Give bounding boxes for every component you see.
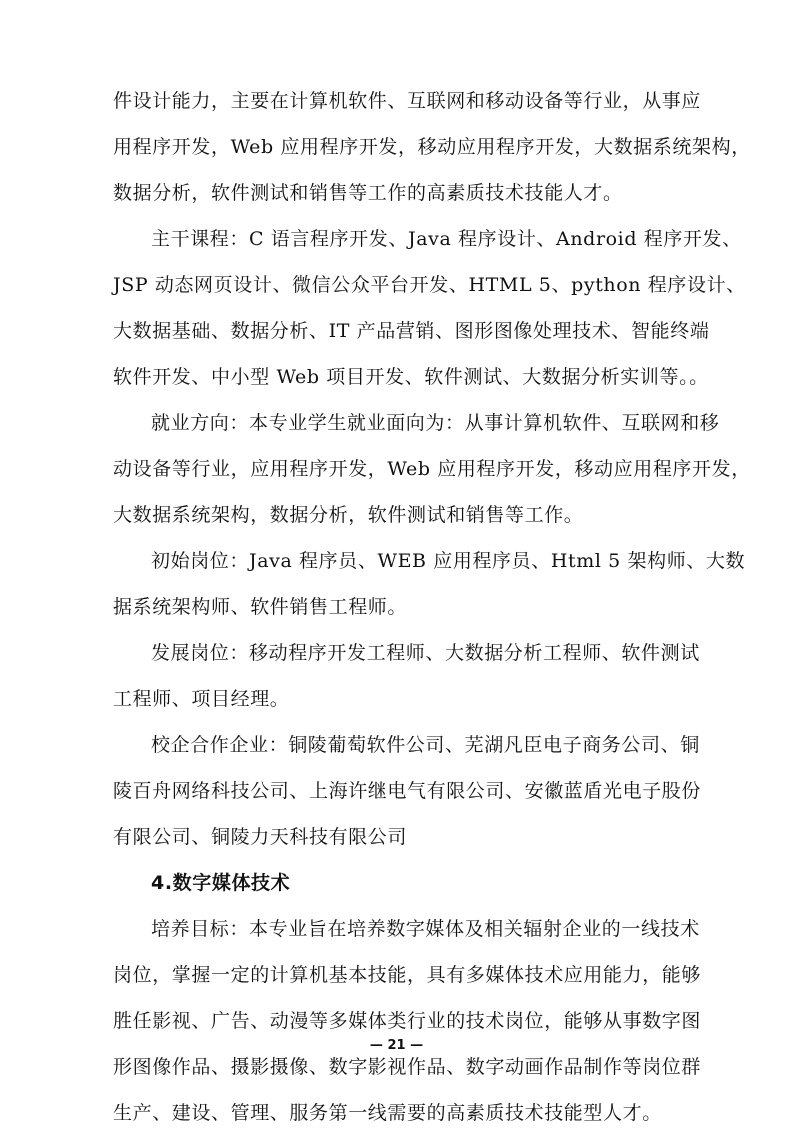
text-line: 陵百舟网络科技公司、上海许继电气有限公司、安徽蓝盾光电子股份 (113, 780, 702, 802)
document-body (113, 78, 751, 1136)
text-line: 软件开发、中小型 Web 项目开发、软件测试、大数据分析实训等。。 (113, 366, 709, 388)
text-line: 用程序开发，Web 应用程序开发，移动应用程序开发，大数据系统架构， (113, 136, 751, 158)
paragraph-initial-positions (113, 538, 746, 630)
text-line: 培养目标：本专业旨在培养数字媒体及相关辐射企业的一线技术 (151, 918, 700, 940)
paragraph-employment-direction (113, 400, 751, 538)
paragraph-partner-companies (113, 722, 702, 860)
text-line: JSP 动态网页设计、微信公众平台开发、HTML 5、python 程序设计、 (113, 274, 746, 296)
text-line: 生产、建设、管理、服务第一线需要的高素质技术技能型人才。 (113, 1102, 662, 1124)
text-line: 大数据系统架构，数据分析，软件测试和销售等工作。 (113, 504, 584, 526)
text-line: 大数据基础、数据分析、IT 产品营销、图形图像处理技术、智能终端 (113, 320, 710, 342)
section-heading: 4.数字媒体技术 (151, 872, 291, 894)
text-line: 数据分析，软件测试和销售等工作的高素质技术技能人才。 (113, 182, 623, 204)
text-line: 工程师、项目经理。 (113, 688, 290, 710)
page-number: — 21 — (369, 1038, 424, 1053)
text-line: 形图像作品、摄影摄像、数字影视作品、数字动画作品制作等岗位群 (113, 1056, 702, 1078)
text-line: 岗位，掌握一定的计算机基本技能，具有多媒体技术应用能力，能够 (113, 964, 702, 986)
paragraph-development-positions (113, 630, 700, 722)
text-line: 据系统架构师、软件销售工程师。 (113, 596, 408, 618)
text-line: 校企合作企业：铜陵葡萄软件公司、芜湖凡臣电子商务公司、铜 (151, 734, 700, 756)
text-line: 胜任影视、广告、动漫等多媒体类行业的技术岗位，能够从事数字图 (113, 1010, 702, 1032)
text-line: 主干课程：C 语言程序开发、Java 程序设计、Android 程序开发、 (151, 228, 742, 250)
text-line: 初始岗位：Java 程序员、WEB 应用程序员、Html 5 架构师、大数 (151, 550, 746, 572)
text-line: 有限公司、铜陵力天科技有限公司 (113, 826, 408, 848)
paragraph-training-goal (113, 906, 702, 1136)
text-line: 发展岗位：移动程序开发工程师、大数据分析工程师、软件测试 (151, 642, 700, 664)
paragraph-main-courses (113, 216, 746, 400)
text-line: 动设备等行业，应用程序开发，Web 应用程序开发，移动应用程序开发， (113, 458, 751, 480)
text-line: 件设计能力，主要在计算机软件、互联网和移动设备等行业，从事应 (113, 90, 702, 112)
text-line: 就业方向：本专业学生就业面向为：从事计算机软件、互联网和移 (151, 412, 720, 434)
paragraph-program-goal-continued (113, 78, 751, 216)
